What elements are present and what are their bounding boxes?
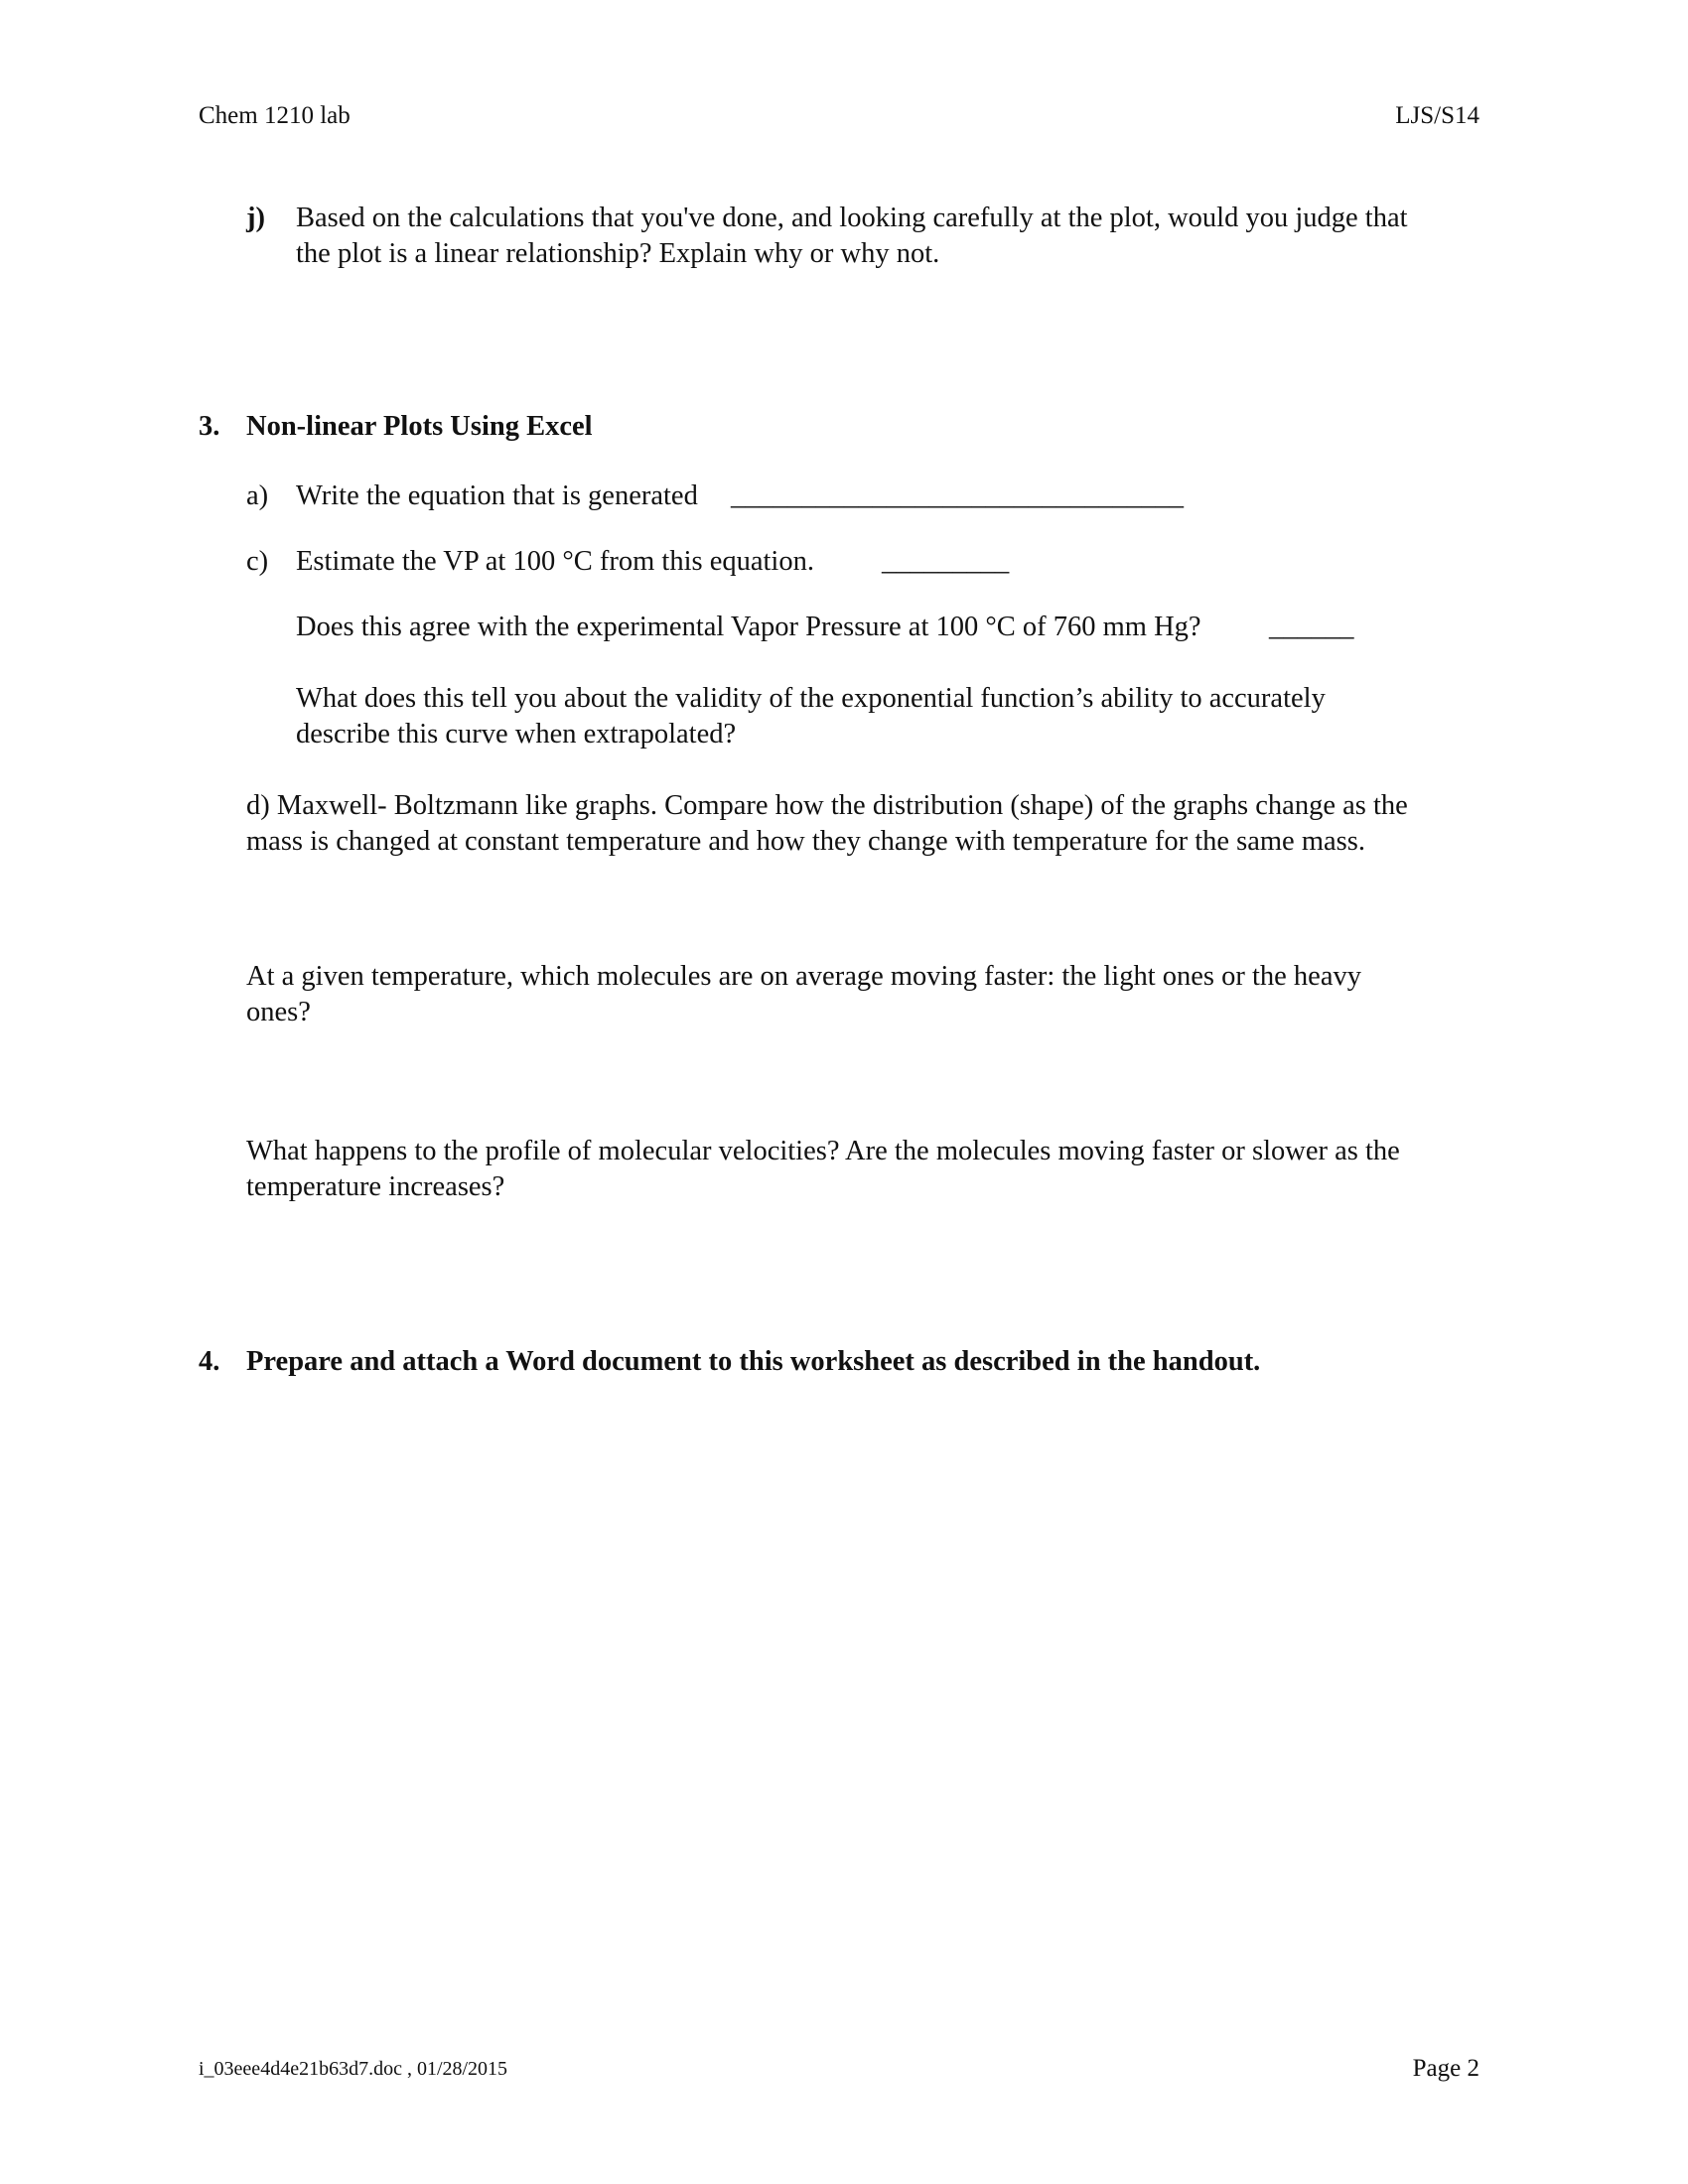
- item-d-line1: d) Maxwell- Boltzmann like graphs. Compare how the distribution (shape) of the graphs change as the: [246, 790, 1408, 821]
- item-c-answer-blank[interactable]: _________: [882, 546, 1010, 577]
- footer-filename: i_03eee4d4e21b63d7.doc , 01/28/2015: [199, 2058, 508, 2080]
- section-4-number: 4.: [199, 1346, 220, 1377]
- footer-page-number: Page 2: [1412, 2055, 1479, 2082]
- item-d-question1-line1: At a given temperature, which molecules are on average moving faster: the light ones or the heavy: [246, 961, 1361, 992]
- header-code: LJS/S14: [1395, 102, 1479, 129]
- item-c-agree-blank[interactable]: ______: [1269, 612, 1354, 642]
- item-c-validity-line2: describe this curve when extrapolated?: [296, 719, 737, 750]
- item-c-text: Estimate the VP at 100 °C from this equation.: [296, 546, 814, 577]
- item-d-line2: mass is changed at constant temperature and how they change with temperature for the same mass.: [246, 826, 1365, 857]
- item-c-validity-line1: What does this tell you about the validity of the exponential function’s ability to accurately: [296, 683, 1326, 714]
- item-a-label: a): [246, 480, 269, 511]
- section-3-number: 3.: [199, 411, 220, 442]
- item-j-label: j): [246, 203, 265, 233]
- item-c-label: c): [246, 546, 269, 577]
- item-d-question2-line2: temperature increases?: [246, 1171, 505, 1202]
- section-4-text: Prepare and attach a Word document to this worksheet as described in the handout.: [246, 1346, 1261, 1377]
- item-j-line1: Based on the calculations that you've done, and looking carefully at the plot, would you judge that: [296, 203, 1408, 233]
- item-j-line2: the plot is a linear relationship? Explain why or why not.: [296, 238, 940, 269]
- item-d-question2-line1: What happens to the profile of molecular velocities? Are the molecules moving faster or slower as the: [246, 1136, 1400, 1166]
- item-a-text: Write the equation that is generated: [296, 480, 698, 511]
- header-course: Chem 1210 lab: [199, 102, 351, 129]
- section-3-title: Non-linear Plots Using Excel: [246, 411, 593, 442]
- item-a-answer-blank[interactable]: ________________________________: [731, 480, 1184, 511]
- item-d-question1-line2: ones?: [246, 997, 311, 1027]
- item-c-agree-question: Does this agree with the experimental Vapor Pressure at 100 °C of 760 mm Hg?: [296, 612, 1201, 642]
